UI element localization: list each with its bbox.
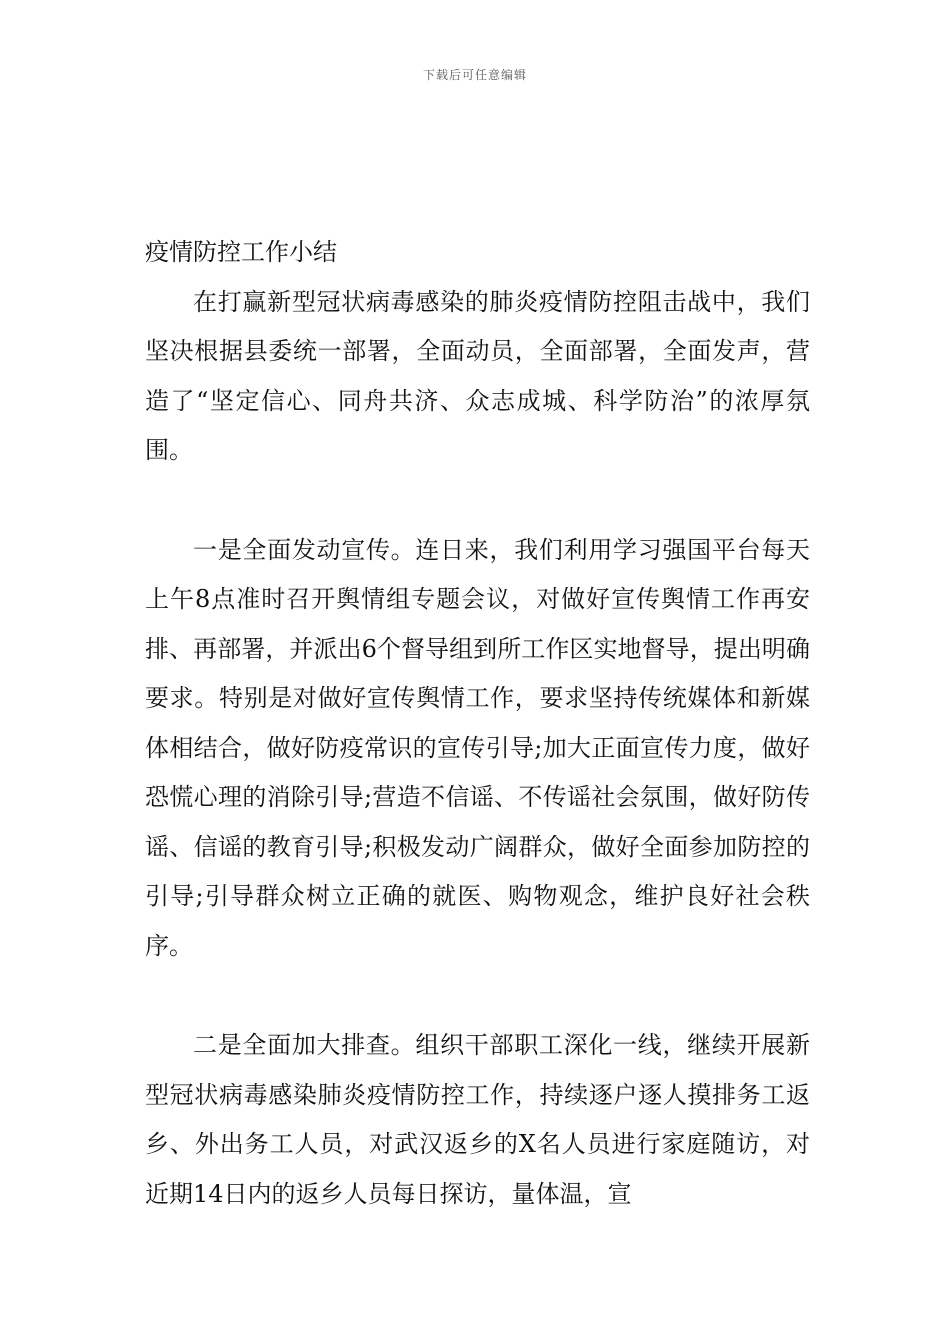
paragraph-screening: 二是全面加大排查。组织干部职工深化一线，继续开展新型冠状病毒感染肺炎疫情防控工作，持续逐户逐人摸排务工返乡、外出务工人员，对武汉返乡的X名人员进行家庭随访，对近期14日内的返乡人员每日探访，量体温，宣 — [145, 1031, 810, 1208]
paragraph-publicity: 一是全面发动宣传。连日来，我们利用学习强国平台每天上午8点准时召开舆情组专题会议，对做好宣传舆情工作再安排、再部署，并派出6个督导组到所工作区实地督导，提出明确要求。特别是对做好宣传舆情工作，要求坚持传统媒体和新媒体相结合，做好防疫常识的宣传引导;加大正面宣传力度，做好恐慌心理的消除引导;营造不信谣、不传谣社会氛围，做好防传谣、信谣的教育引导;积极发动广阔群众，做好全面参加防控的引导;引导群众树立正确的就医、购物观念，维护良好社会秩序。 — [145, 535, 810, 960]
document-body — [145, 228, 810, 1219]
page-header: 下载后可任意编辑 — [422, 68, 527, 82]
document-title: 疫情防控工作小结 — [145, 238, 337, 266]
paragraph-intro: 在打赢新型冠状病毒感染的肺炎疫情防控阻击战中，我们坚决根据县委统一部署，全面动员，全面部署，全面发声，营造了“坚定信心、同舟共济、众志成城、科学防治”的浓厚氛围。 — [145, 287, 810, 464]
